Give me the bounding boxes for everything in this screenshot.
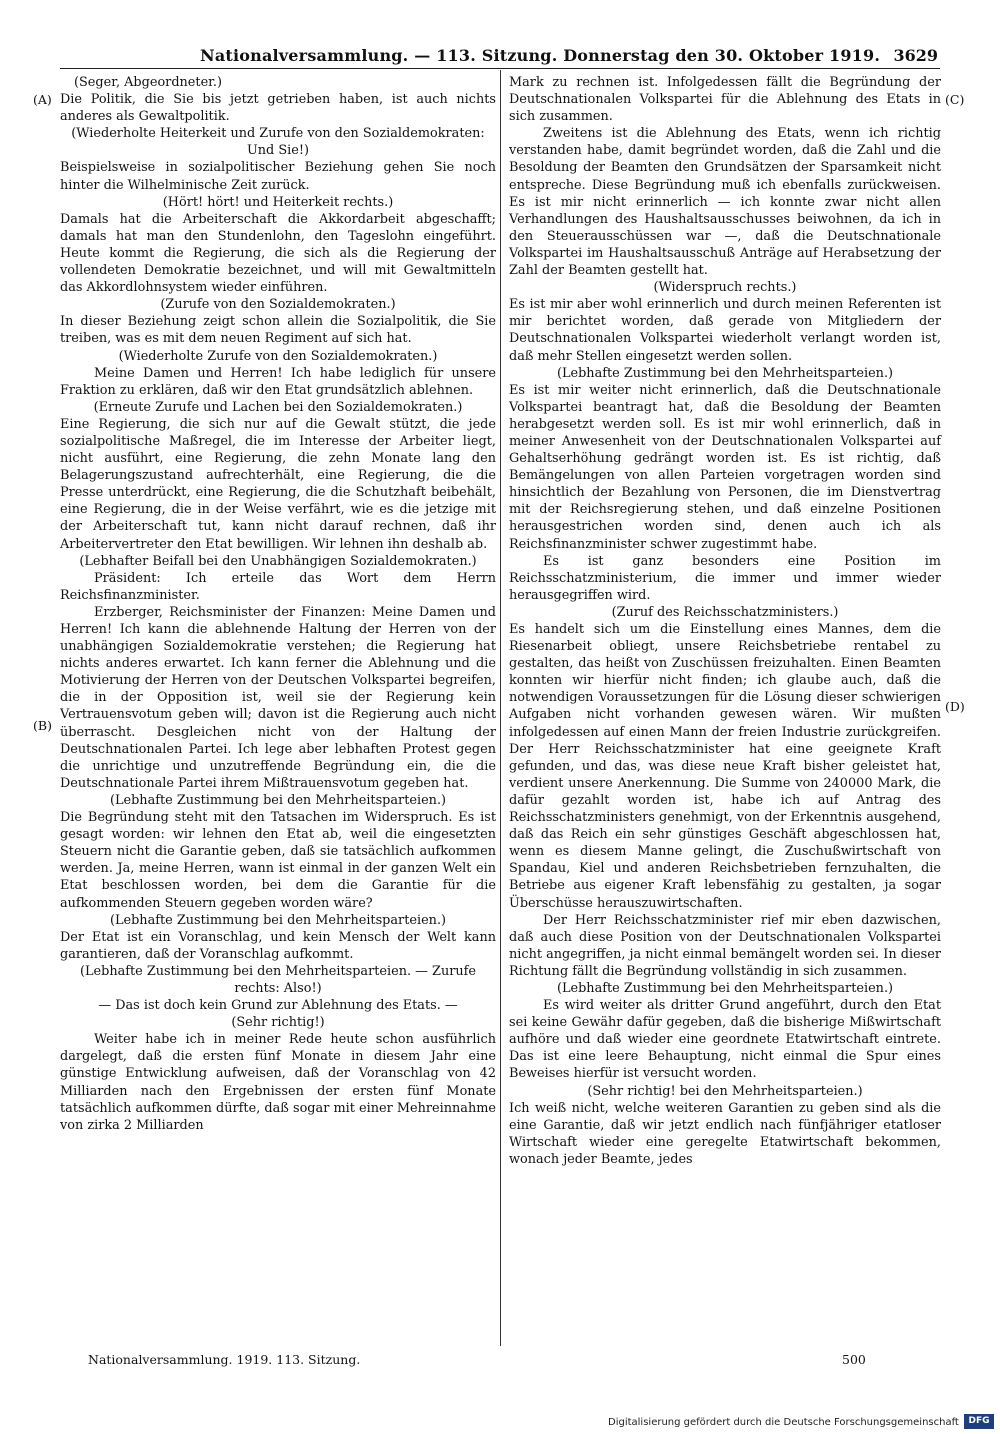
left-column-paragraph: Erzberger, Reichsminister der Finanzen: Meine Damen und Herren! Ich kann die ablehnende Haltung der Herren von der unabhängigen Sozialdemokratie verstehen; die Regierung hat nichts anderes erwartet. Ich kann ferner die Ablehnung und die Motivierung der Herren von der Deutschen Volkspartei begreifen, die in der Opposition ist, weil sie der Regierung kein Vertrauensvotum geben will; davon ist die Regierung auch nicht überrascht. Desgleichen nicht von der Haltung der Deutschnationalen Partei. Ich lege aber lebhaften Protest gegen die unrichtige und unzutreffende Begründung ein, die die Deutschnationale Partei ihrem Mißtrauensvotum gegeben hat. [60,604,496,791]
margin-mark-a: (A) [33,92,52,107]
left-column-paragraph: (Lebhafte Zustimmung bei den Mehrheitsparteien.) [109,792,447,808]
running-title: Nationalversammlung. — 113. Sitzung. Donnerstag den 30. Oktober 1919. [200,46,881,65]
right-column-paragraph: Der Herr Reichsschatzminister rief mir eben dazwischen, daß auch diese Position von der Deutschnationalen Volkspartei nicht angegriffen, ja nicht einmal bemängelt worden sei. In dieser Richtung fällt die Begründung vollständig in sich zusammen. [509,912,941,979]
right-column-paragraph: Es handelt sich um die Einstellung eines Mannes, dem die Riesenarbeit obliegt, unsere Reichsbetriebe rentabel zu gestalten, das heißt von Zuschüssen freizuhalten. Einen Beamten konnten wir hierfür nicht finden; ich glaube auch, daß die notwendigen Voraussetzungen für die Lösung dieser schwierigen Aufgaben nicht vorhanden gewesen wären. Wir mußten infolgedessen auf einen Mann der freien Industrie zurückgreifen. Der Herr Reichsschatzminister hat eine geeignete Kraft gefunden, und das, was diese neue Kraft bisher geleistet hat, verdient unsere Anerkennung. Die Summe von 240000 Mark, die dafür gezahlt worden ist, habe ich auf Antrag des Reichsschatzministers genehmigt, von der Erkenntnis ausgehend, daß das Reich ein sehr günstiges Geschäft abgeschlossen hat, wenn es diesem Manne gelingt, die Zuschußwirtschaft von Spandau, Kiel und anderen Reichsbetrieben fernzuhalten, die Betriebe aus eigener Kraft lebensfähig zu gestalten, ja sogar Überschüsse herauszuwirtschaften. [509,622,941,911]
margin-mark-d: (D) [945,699,965,714]
left-column-paragraph: (Seger, Abgeordneter.) [74,75,222,90]
left-column-paragraph: (Zurufe von den Sozialdemokraten.) [160,297,396,313]
right-column-paragraph: Es ist mir aber wohl erinnerlich und durch meinen Referenten ist mir berichtet worden, daß gerade von Mitgliedern der Deutschnationalen Volkspartei wiederholt verlangt worden ist, daß mehr Stellen eingesetzt werden sollen. [509,297,941,364]
left-column-paragraph: Die Begründung steht mit den Tatsachen im Widerspruch. Es ist gesagt worden: wir lehnen den Etat ab, weil die eingesetzten Steuern nicht die Garantie geben, daß sie tatsächlich aufkommen werden. Ja, meine Herren, wann ist einmal in der ganzen Welt ein Etat beschlossen worden, bei dem die Garantie für die aufkommenden Steuern gegeben worden wäre? [60,810,496,911]
left-column-paragraph: Eine Regierung, die sich nur auf die Gewalt stützt, die jede sozialpolitische Maßregel, die im Interesse der Arbeiter liegt, nicht ausführt, eine Regierung, die zehn Monate lang den Belagerungszustand aufrechterhält, eine Regierung, die die Presse unterdrückt, eine Regierung, die die Schutzhaft beibehält, eine Regierung, die in der Weise verfährt, wie es die jetzige mit der Arbeiterschaft tut, kann nicht darauf rechnen, daß ihr Arbeitervertreter den Etat bewilligen. Wir lehnen ihn deshalb ab. [60,416,496,552]
left-column-paragraph: Damals hat die Arbeiterschaft die Akkordarbeit abgeschafft; damals hat man den Stundenlohn, den Tageslohn eingeführt. Heute kommt die Regierung, die sich als die Regierung der vollendeten Demokratie bezeichnet, und will mit Gewaltmitteln das Akkordlohnsystem wieder einführen. [60,211,496,296]
left-column-paragraph: Meine Damen und Herren! Ich habe lediglich für unsere Fraktion zu erklären, daß wir den Etat grundsätzlich ablehnen. [60,365,496,398]
right-column-paragraph: Zweitens ist die Ablehnung des Etats, wenn ich richtig verstanden habe, damit begründet worden, daß die Zahl und die Besoldung der Beamten den Grundsätzen der Sparsamkeit nicht entspreche. Diese Begründung muß ich ebenfalls zurückweisen. Es ist mir nicht erinnerlich — ich konnte zwar nicht allen Verhandlungen des Haushaltsausschusses beiwohnen, da ich in den Steuerausschüssen war —, daß die Deutschnationale Volkspartei im Haushaltsausschuß Anträge auf Herabsetzung der Zahl der Beamten gestellt hat. [509,126,941,279]
left-column-paragraph: (Wiederholte Heiterkeit und Zurufe von den Sozialdemokraten: Und Sie!) [71,126,485,159]
left-column-paragraph: Präsident: Ich erteile das Wort dem Herrn Reichsfinanzminister. [60,570,496,603]
right-column-paragraph: (Lebhafte Zustimmung bei den Mehrheitsparteien.) [556,365,894,381]
left-column [60,74,496,1134]
left-column-paragraph: (Lebhafte Zustimmung bei den Mehrheitsparteien. — Zurufe rechts: Also!) [79,963,477,996]
left-column-paragraph: (Wiederholte Zurufe von den Sozialdemokraten.) [118,348,438,364]
right-column-paragraph: (Sehr richtig! bei den Mehrheitsparteien.) [587,1083,863,1099]
left-column-paragraph: In dieser Beziehung zeigt schon allein die Sozialpolitik, die Sie treiben, was es mit dem neuen Regiment auf sich hat. [60,314,496,347]
right-column-paragraph: Es wird weiter als dritter Grund angeführt, durch den Etat sei keine Gewähr dafür gegeben, daß die bisherige Mißwirtschaft aufhöre und daß wieder eine geordnete Etatwirtschaft eintrete. Das ist eine leere Behauptung, nicht einmal die Spur eines Beweises hierfür ist versucht worden. [509,998,941,1082]
footer-sheet-number: 500 [842,1352,866,1367]
left-column-paragraph: (Sehr richtig!) [231,1015,325,1031]
margin-mark-b: (B) [33,718,52,733]
right-column-paragraph: Es ist mir weiter nicht erinnerlich, daß die Deutschnationale Volkspartei beantragt hat, daß die Besoldung der Beamten herabgesetzt werden soll. Es ist mir wohl erinnerlich, daß in meiner Anwesenheit von der Deutschnationalen Volkspartei auf Gehaltserhöhung gedrängt worden ist. Es ist richtig, daß Bemängelungen von allen Parteien vorgetragen worden sind hinsichtlich der Bezahlung von Personen, die im Dienstvertrag mit der Reichsregierung stehen, und daß einzelne Positionen herausgestrichen worden sind, denen auch ich als Reichsfinanzminister schwer zugestimmt habe. [509,382,941,552]
left-column-paragraph: Weiter habe ich in meiner Rede heute schon ausführlich dargelegt, daß die ersten fünf Monate in diesem Jahr eine günstige Entwicklung aufweisen, daß der Voranschlag von 42 Milliarden nach den Ergebnissen der ersten fünf Monate tatsächlich aufkommen dürfte, daß sogar mit einer Mehreinnahme von zirka 2 Milliarden [60,1032,496,1133]
page-header [60,44,940,69]
left-column-paragraph: — Das ist doch kein Grund zur Ablehnung des Etats. — [98,998,458,1014]
right-column-paragraph: (Zuruf des Reichsschatzministers.) [611,604,839,620]
column-divider [500,70,501,1346]
left-column-paragraph: (Lebhafte Zustimmung bei den Mehrheitsparteien.) [109,912,447,928]
left-column-paragraph: Beispielsweise in sozialpolitischer Beziehung gehen Sie noch hinter die Wilhelminische Zeit zurück. [60,160,496,193]
digitization-credit: Digitalisierung gefördert durch die Deutsche Forschungsgemeinschaft [608,1417,959,1428]
margin-mark-c: (C) [945,92,965,107]
right-column-paragraph: Mark zu rechnen ist. Infolgedessen fällt die Begründung der Deutschnationalen Volkspartei für die Ablehnung des Etats in sich zusammen. [509,75,941,125]
right-column-paragraph: (Widerspruch rechts.) [653,280,797,296]
page-number: 3629 [893,46,938,65]
left-column-paragraph: (Erneute Zurufe und Lachen bei den Sozialdemokraten.) [93,399,463,415]
left-column-paragraph: (Lebhafter Beifall bei den Unabhängigen Sozialdemokraten.) [79,553,477,569]
left-column-paragraph: Der Etat ist ein Voranschlag, und kein Mensch der Welt kann garantieren, daß der Voranschlag aufkommt. [60,929,496,962]
right-column-paragraph: Es ist ganz besonders eine Position im Reichsschatzministerium, die immer und immer wieder herausgegriffen wird. [509,553,941,603]
left-column-paragraph: (Hört! hört! und Heiterkeit rechts.) [162,194,394,210]
right-column-paragraph: (Lebhafte Zustimmung bei den Mehrheitsparteien.) [556,980,894,996]
right-column [509,74,941,1168]
footer-signature: Nationalversammlung. 1919. 113. Sitzung. [88,1352,361,1367]
left-column-paragraph: Die Politik, die Sie bis jetzt getrieben haben, ist auch nichts anderes als Gewaltpolitik. [60,92,496,125]
dfg-logo: DFG [964,1414,994,1429]
right-column-paragraph: Ich weiß nicht, welche weiteren Garantien zu geben sind als die eine Garantie, daß wir jetzt endlich nach fünfjähriger etatloser Wirtschaft wieder eine geregelte Etatwirtschaft bekommen, wonach jeder Beamte, jedes [509,1100,941,1167]
